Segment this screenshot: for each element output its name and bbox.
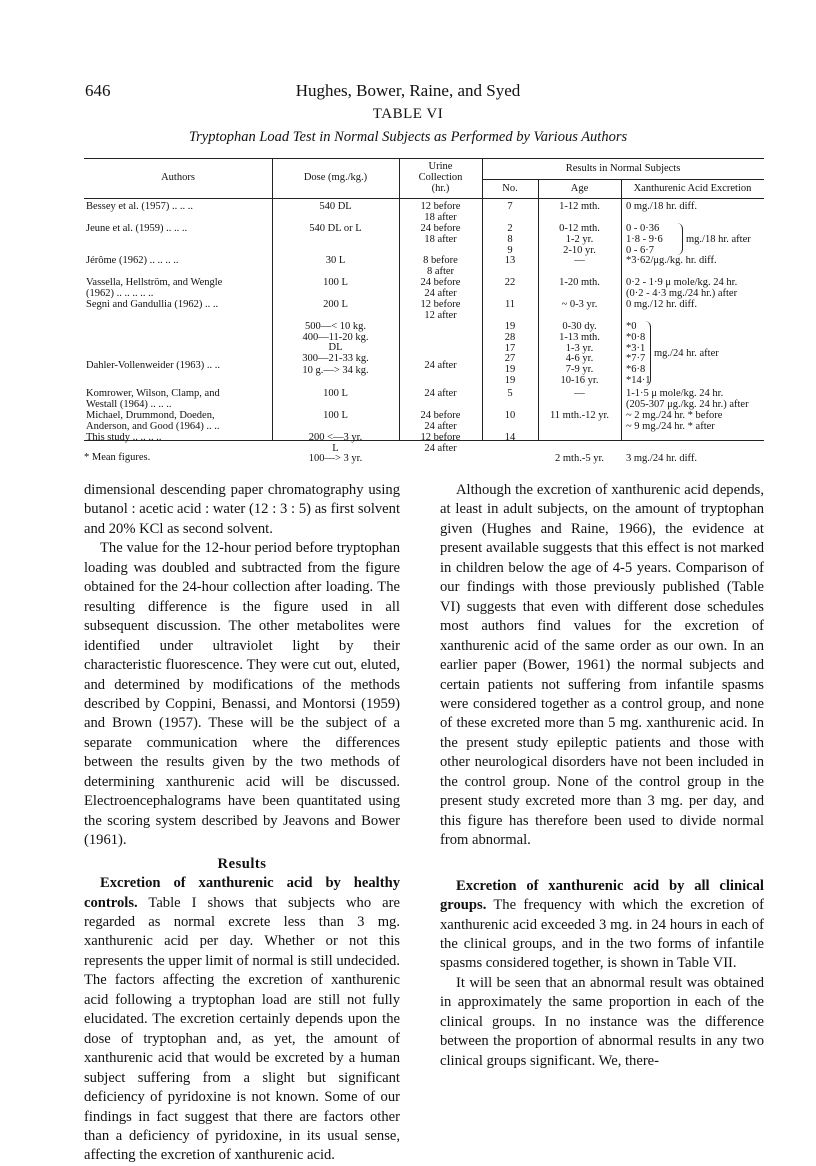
brace-icon [644,321,651,386]
table-cell-no: 8 [507,233,513,245]
table-cell-xa: 0 - 6·7 [626,244,654,256]
table-cell-dose: 500—< 10 kg. [304,321,367,332]
table-cell-no: 11 [504,299,516,310]
table-cell-no: 13 [504,255,516,266]
table-cell-age: 4-6 yr. [565,353,594,365]
table-cell-urine: 8 after [426,265,455,277]
table-cell-dose: 30 L [325,255,346,266]
table-cell-no: 7 [507,201,513,212]
table-cell-urine: 12 after [424,309,457,321]
table-cell-xa: 3 mg./24 hr. diff. [626,452,697,464]
header-urine-1: Urine [428,161,453,172]
table-cell-xa: *0·8 [626,331,646,343]
table-cell-urine: 24 before [420,277,461,288]
table-cell-xa: 0·2 - 1·9 μ mole/kg. 24 hr. [626,277,738,288]
table-cell-xa: (0·2 - 4·3 mg./24 hr.) after [626,287,738,299]
table-cell-xa: (205-307 μg./kg. 24 hr.) after [626,398,749,410]
table-cell-xa: 0 - 0·36 [626,223,660,234]
table-cell-xa: *14·1 [626,375,651,386]
table-cell-xa: 0 mg./12 hr. diff. [626,299,697,310]
table-cell-no: 17 [504,342,516,354]
table-cell-author: Komrower, Wilson, Clamp, and [86,389,220,399]
table-cell-no: 2 [507,223,513,234]
right-paragraph-3: It will be seen that an abnormal result was obtained in approximately the same proportion in each of the clinical groups. In no instance was the difference between the proportion of abnormal results in any two clinical groups significant. We, there- [440,974,764,1069]
table-cell-age: 0-30 dy. [562,321,597,332]
table-cell-xa: 0 mg./18 hr. diff. [626,201,697,212]
right-paragraph-1: Although the excretion of xanthurenic acid depends, at least in adult subjects, on the amount of tryptophan given (Hughes and Raine, 1966), the evidence at present available suggests that this effect is not marked in children below the age of 4-5 years. Comparison of our findings with those previously published (Table VI) suggests that even with different dose schedules most authors find values for the excretion of xanthurenic acid of the same order as our own. In an earlier paper (Bower, 1961) the normal subjects and certain patients not suffering from infantile spasms were considered together as a control group, and none of these excreted more than 5 mg. xanthurenic acid. In the present study epileptic patients and those with other neurological disorders have not been included in the control group. None of the control group in the present study excreted more than 3 mg. per day, and this figure has therefore been used to divide normal from abnormal. [440,482,764,849]
table-cell-xa: 1·8 - 9·6 [626,233,663,245]
table-cell-xa: ~ 2 mg./24 hr. * before [626,410,723,421]
table-cell-no: 27 [504,353,516,365]
header-no: No. [502,183,518,194]
table-cell-author: (1962) .. .. .. .. .. [86,288,154,299]
table-cell-dose: 300—21-33 kg. [302,353,369,365]
table-cell-no: 19 [504,364,516,376]
header-urine-2: Collection [418,172,463,183]
table-cell-urine: 12 before [420,299,461,310]
table-cell-age: — [574,388,585,399]
table-caption: Tryptophan Load Test in Normal Subjects as Performed by Various Authors [188,129,628,145]
table-cell-xa: ~ 9 mg./24 hr. * after [626,420,715,432]
table-cell-age: 1-12 mth. [559,201,600,212]
table-cell-age: 1-3 yr. [565,342,594,354]
table-cell-author: Westall (1964) .. .. .. [86,399,172,410]
table-cell-author: Bessey et al. (1957) .. .. .. [86,202,194,212]
right-column [440,481,764,1071]
header-dose: Dose (mg./kg.) [303,172,368,183]
table-cell-age: 10-16 yr. [560,375,599,386]
table-cell-urine: 12 before [420,201,461,212]
table-cell-age: 1-20 mth. [559,277,600,288]
table-cell-xa: *3·62/μg./kg. hr. diff. [626,255,717,266]
section-heading-clinical-groups: Excretion of xanthurenic acid by all clinical groups. [440,877,764,914]
table-cell-dose: 200 L [323,299,348,310]
table-cell-age: 7-9 yr. [565,364,594,376]
table-cell-urine: 24 before [420,410,461,421]
table-cell-age: — [574,255,585,266]
table-cell-no: 28 [504,331,516,343]
table-cell-urine: 24 after [424,359,457,371]
table-cell-author: Jérôme (1962) .. .. .. .. [86,256,179,266]
table-cell-no: 22 [504,277,516,288]
table-cell-age: ~ 0-3 yr. [561,299,598,310]
left-paragraph-3: Excretion of xanthurenic acid by healthy controls. Table I shows that subjects who are regarded as normal excrete less than 3 mg. xanthurenic acid per day. Whether or not this represents the upper limit of normal is still undecided. The factors affecting the excretion of xanthurenic acid following a tryptophan load are still not fully elucidated. The excretion certainly depends upon the dose of tryptophan and, as yet, the amount of xanthurenic acid that would be excreted by a human subject suffering from a slight but significant deficiency of pyridoxine is not known. Some of our findings in fact suggest that there are factors other than a deficiency of pyridoxine, in its usual sense, affecting the excretion of xanthurenic acid. [84,875,400,1164]
header-urine-3: (hr.) [431,183,450,194]
left-paragraph-1: dimensional descending paper chromatography using butanol : acetic acid : water (12 : 3 : 5) as first solvent and 20% KCl as second solvent. [84,482,400,537]
table-cell-urine: 24 after [424,442,457,454]
table-cell-urine: 12 before [420,432,461,443]
results-heading: Results [217,855,267,872]
table-cell-no: 5 [507,388,513,399]
table-cell-age: 2-10 yr. [563,244,596,256]
table-cell-urine: 18 after [424,233,457,245]
table-cell-age: 2 mth.-5 yr. [555,452,604,464]
table-cell-age: 0-12 mth. [559,223,600,234]
table-cell-dose: 200 <—3 yr. [308,432,363,443]
table-cell-urine: 24 after [424,420,457,432]
right-paragraph-2: Excretion of xanthurenic acid by all clinical groups. The frequency with which the excretion of xanthurenic acid exceeded 3 mg. in 24 hours in each of the clinical groups, and in the two forms of infantile spasms considered together, is shown in Table VII. [440,877,764,972]
table-cell-dose: 100 L [323,410,348,421]
table-cell-urine: 24 after [424,388,457,399]
table-cell-no: 9 [507,244,513,256]
table-cell-dose: L [332,442,339,454]
section-heading-healthy-controls: Excretion of xanthurenic acid by healthy controls. [84,875,400,911]
header-xanthurenic: Xanthurenic Acid Excretion [633,183,752,194]
table-cell-xa: *0 [626,321,637,332]
brace-label: mg./18 hr. after [686,233,751,245]
table-cell-dose: DL [328,341,343,353]
table-cell-dose: 10 g.—> 34 kg. [302,365,369,377]
table-cell-no: 10 [504,410,516,421]
table-cell-dose: 100—> 3 yr. [308,453,363,465]
header-authors: Authors [161,172,195,183]
brace-icon [676,223,683,255]
table-cell-age: 11 mth.-12 yr. [549,410,610,421]
table-cell-xa: *7·7 [626,353,646,365]
table-cell-urine: 8 before [423,255,458,266]
table-cell-author: Jeune et al. (1959) .. .. .. [86,224,188,234]
table-cell-dose: 100 L [323,277,348,288]
left-paragraph-2: The value for the 12-hour period before tryptophan loading was doubled and subtracted from the figure obtained for the 24-hour collection after loading. The resulting difference is the figure used in all subsequent discussion. The other metabolites were identified under ultraviolet light by their characteristic fluorescence. They were cut out, eluted, and determined by modifications of the methods described by Coppini, Benassi, and Montorsi (1959) and Brown (1957). These will be the subject of a separate communication where the differences between the results given by the two methods of determining xanthurenic acid will be discussed. Electroencephalograms have been quantitated using the scoring system described by Jeavons and Bower (1961). [84,540,400,849]
table-number: TABLE VI [372,106,444,122]
table-cell-no: 14 [504,432,516,443]
table-cell-author: This study .. .. .. .. [86,433,162,443]
page-number: 646 [85,81,111,100]
table-cell-author: Vassella, Hellström, and Wengle [86,278,223,288]
table-cell-author: Michael, Drummond, Doeden, [86,411,215,421]
table-cell-dose: 540 DL or L [309,223,362,234]
table-cell-xa: *6·8 [626,364,646,376]
brace-label: mg./24 hr. after [654,348,719,359]
table-cell-age: 1-2 yr. [565,233,594,245]
table-cell-dose: 100 L [323,388,348,399]
table-cell-dose: 540 DL [319,201,352,212]
table-cell-urine: 24 after [424,287,457,299]
table-cell-urine: 24 before [420,223,461,234]
table-cell-no: 19 [504,375,516,386]
table-cell-dose: 400—11-20 kg. [302,331,369,343]
table-cell-urine: 18 after [424,211,457,223]
table-cell-no: 19 [504,321,516,332]
table-cell-age: 1-13 mth. [559,331,600,343]
table-cell-xa: *3·1 [626,342,646,354]
table-cell-author: Anderson, and Good (1964) .. .. [86,421,220,432]
header-results: Results in Normal Subjects [565,163,681,174]
table-cell-author: Dahler-Vollenweider (1963) .. .. [86,360,221,371]
table-cell-author: Segni and Gandullia (1962) .. .. [86,300,219,310]
footnote: * Mean figures. [84,452,151,463]
header-age: Age [570,183,589,194]
table-cell-xa: 1-1·5 μ mole/kg. 24 hr. [626,388,724,399]
running-title: Hughes, Bower, Raine, and Syed [295,81,521,100]
left-column [84,481,400,1166]
